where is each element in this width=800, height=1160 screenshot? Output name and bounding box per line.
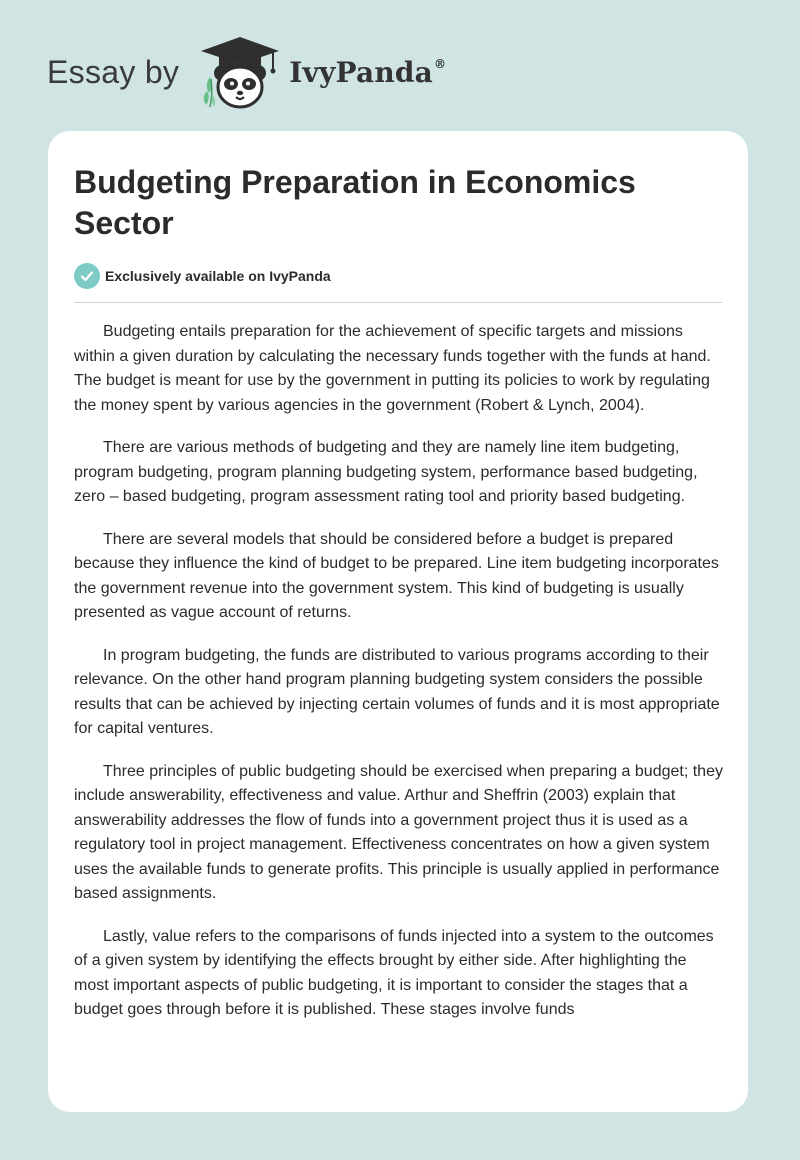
essay-by-label: Essay by: [47, 54, 180, 90]
panda-graduate-icon[interactable]: [195, 35, 285, 110]
paragraph: Three principles of public budgeting should be exercised when preparing a budget; they include answerability, effectiveness and value. Arthur and Sheffrin (2003) explain that answerability addresses the flow of funds into a government project thus it is used as a regulatory tool in project management. Effectiveness concentrates on how a given system uses the available funds to generate profits. This principle is usually applied in performance based assignments.: [74, 762, 723, 902]
check-circle-icon: [74, 263, 100, 289]
divider: [74, 302, 722, 303]
paragraph: There are several models that should be considered before a budget is prepared because they influence the kind of budget to be prepared. Line item budgeting incorporates the government revenue into the government system. This kind of budgeting is usually presented as vague account of returns.: [74, 530, 719, 621]
paragraph: There are various methods of budgeting and they are namely line item budgeting, program budgeting, program planning budgeting system, performance based budgeting, zero – based budgeting, program assessment rating tool and priority based budgeting.: [74, 439, 698, 505]
paragraph: Budgeting entails preparation for the achievement of specific targets and missions within a given duration by calculating the necessary funds together with the funds at hand. The budget is meant for use by the government in putting its policies to work by regulating the money spent by various agencies in the government (Robert & Lynch, 2004).: [74, 323, 711, 414]
article-body: [74, 320, 724, 1041]
exclusive-badge-label: Exclusively available on IvyPanda: [105, 268, 331, 284]
paragraph: In program budgeting, the funds are distributed to various programs according to their relevance. On the other hand program planning budgeting system considers the possible results that can be achieved by injecting certain volumes of funds and it is most appropriate for capital ventures.: [74, 646, 720, 737]
page-title: Budgeting Preparation in Economics Sector: [74, 164, 636, 241]
registered-mark: ®: [434, 57, 447, 71]
brand-name[interactable]: IvyPanda®: [289, 56, 447, 89]
exclusive-badge: [74, 263, 331, 289]
paragraph: Lastly, value refers to the comparisons of funds injected into a system to the outcomes of a given system by identifying the effects brought by either side. After highlighting the most important aspects of public budgeting, it is important to consider the stages that a budget goes through before it is published. These stages involve funds: [74, 927, 714, 1018]
article-card: [48, 131, 748, 1112]
site-header: [47, 35, 446, 110]
